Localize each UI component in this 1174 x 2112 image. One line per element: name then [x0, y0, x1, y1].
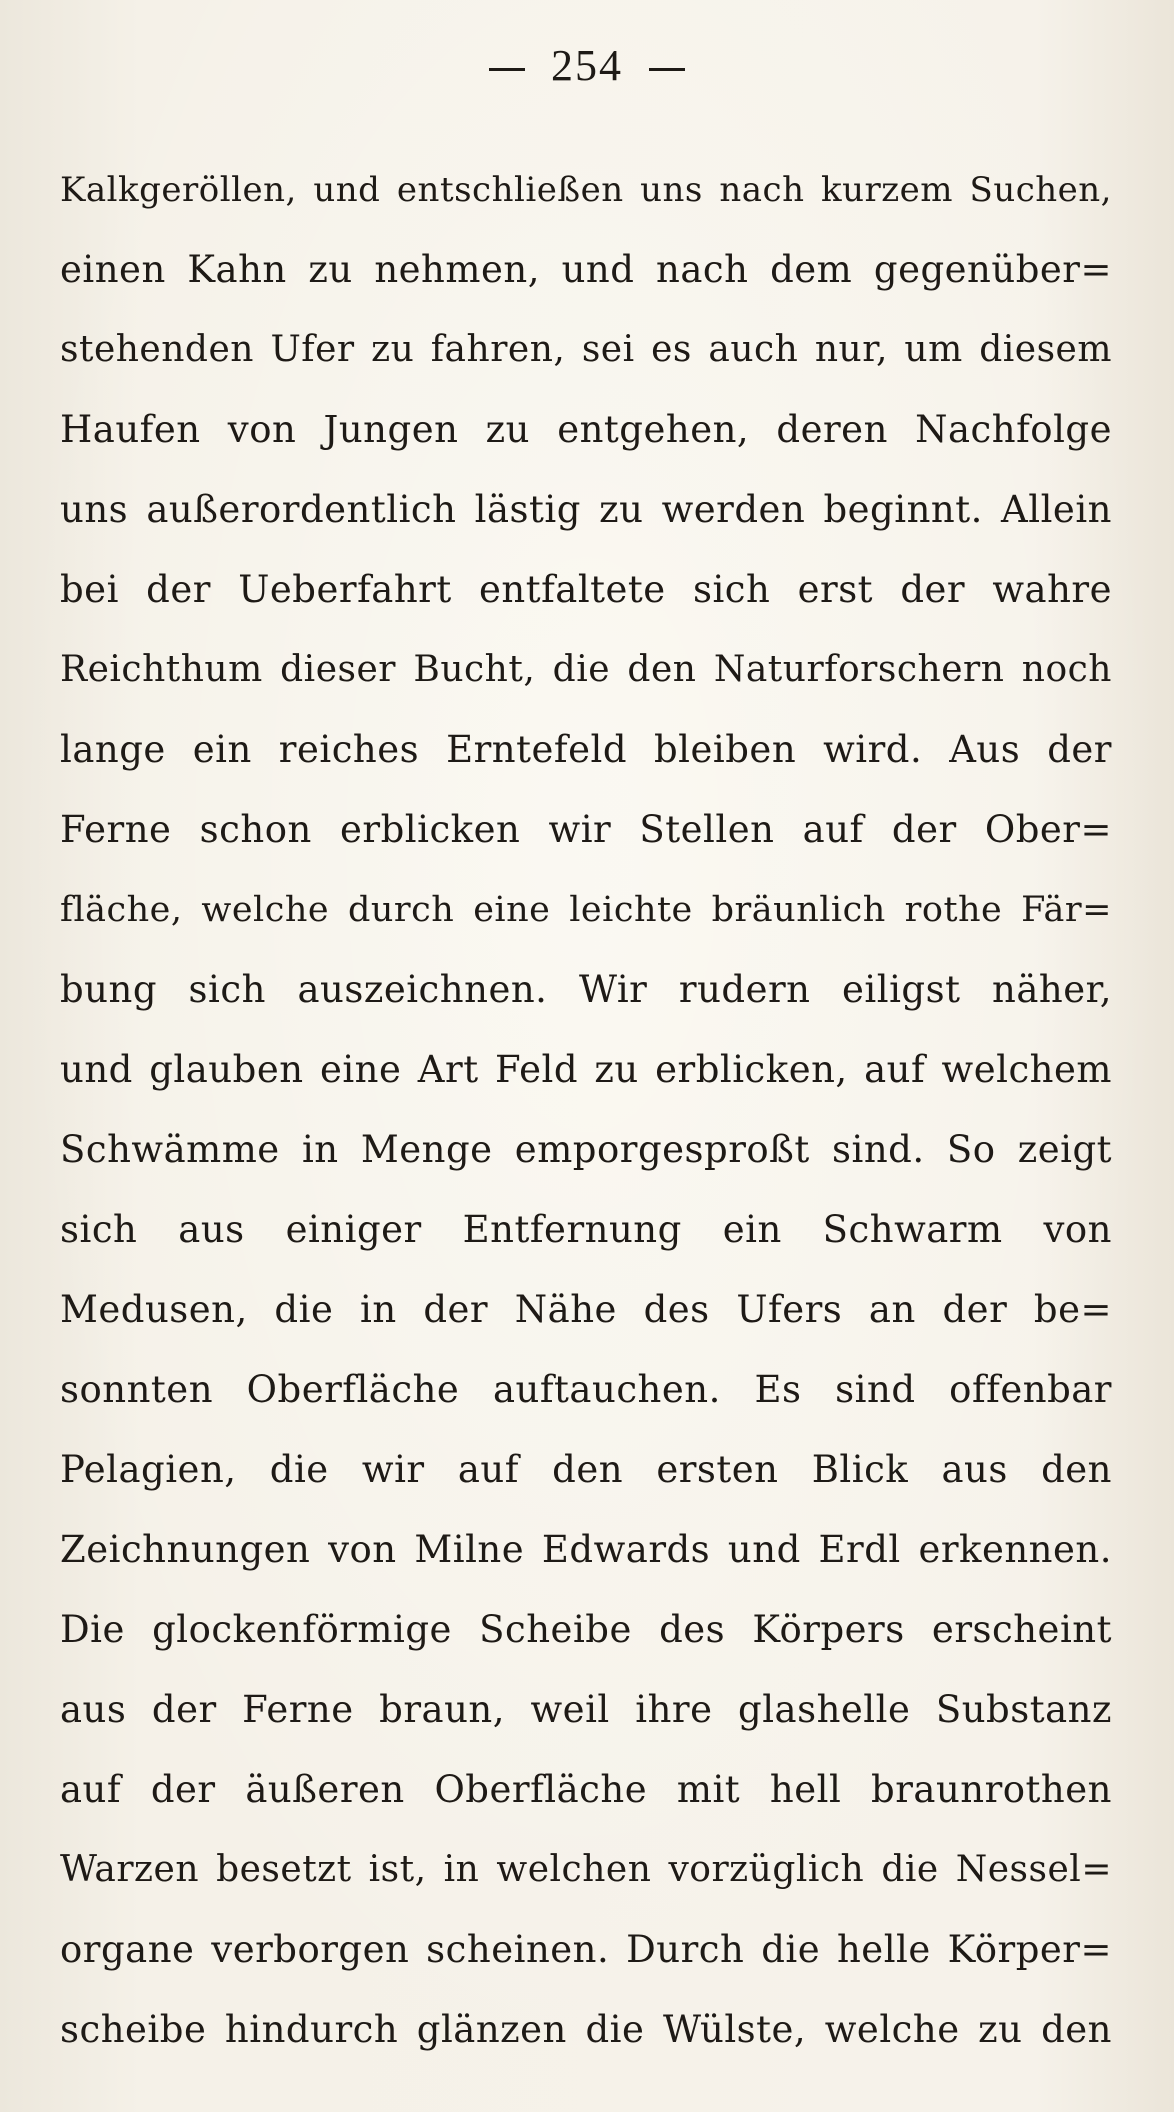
text-line: lange ein reiches Erntefeld bleiben wird. Aus der: [60, 728, 1112, 771]
text-line: Medusen, die in der Nähe des Ufers an der be=: [60, 1288, 1112, 1331]
page-number-text: 254: [551, 41, 623, 90]
text-line: sonnten Oberfläche auftauchen. Es sind offenbar: [60, 1368, 1112, 1411]
page-number: [0, 40, 1174, 91]
text-line: Schwämme in Menge emporgesproßt sind. So zeigt: [60, 1128, 1112, 1171]
text-line: Haufen von Jungen zu entgehen, deren Nachfolge: [60, 408, 1112, 451]
text-line: Pelagien, die wir auf den ersten Blick aus den: [60, 1448, 1112, 1491]
text-line: Ferne schon erblicken wir Stellen auf der Ober=: [60, 808, 1112, 851]
text-line: bei der Ueberfahrt entfaltete sich erst der wahre: [60, 568, 1112, 611]
text-line: Die glockenförmige Scheibe des Körpers erscheint: [60, 1608, 1112, 1651]
text-line: Reichthum dieser Bucht, die den Naturforschern noch: [60, 649, 1112, 690]
text-line: und glauben eine Art Feld zu erblicken, auf welchem: [60, 1048, 1112, 1091]
dash-left: [489, 68, 525, 71]
text-line: Zeichnungen von Milne Edwards und Erdl erkennen.: [60, 1528, 1112, 1571]
text-line: sich aus einiger Entfernung ein Schwarm von: [60, 1208, 1112, 1251]
body-text: [60, 150, 1112, 2070]
text-line: fläche, welche durch eine leichte bräunlich rothe Fär=: [60, 890, 1112, 930]
text-line: uns außerordentlich lästig zu werden beginnt. Allein: [60, 488, 1112, 531]
text-line: Warzen besetzt ist, in welchen vorzüglich die Nessel=: [60, 1849, 1112, 1890]
text-line: auf der äußeren Oberfläche mit hell braunrothen: [60, 1768, 1112, 1811]
text-line: einen Kahn zu nehmen, und nach dem gegenüber=: [60, 248, 1112, 291]
text-line: Kalkgeröllen, und entschließen uns nach kurzem Suchen,: [60, 170, 1112, 210]
text-line: scheibe hindurch glänzen die Wülste, welche zu den: [60, 2008, 1112, 2051]
text-line: organe verborgen scheinen. Durch die helle Körper=: [60, 1928, 1112, 1971]
text-line: stehenden Ufer zu fahren, sei es auch nur, um diesem: [60, 329, 1112, 370]
text-line: bung sich auszeichnen. Wir rudern eiligst näher,: [60, 968, 1112, 1011]
dash-right: [649, 68, 685, 71]
text-line: aus der Ferne braun, weil ihre glashelle Substanz: [60, 1688, 1112, 1731]
